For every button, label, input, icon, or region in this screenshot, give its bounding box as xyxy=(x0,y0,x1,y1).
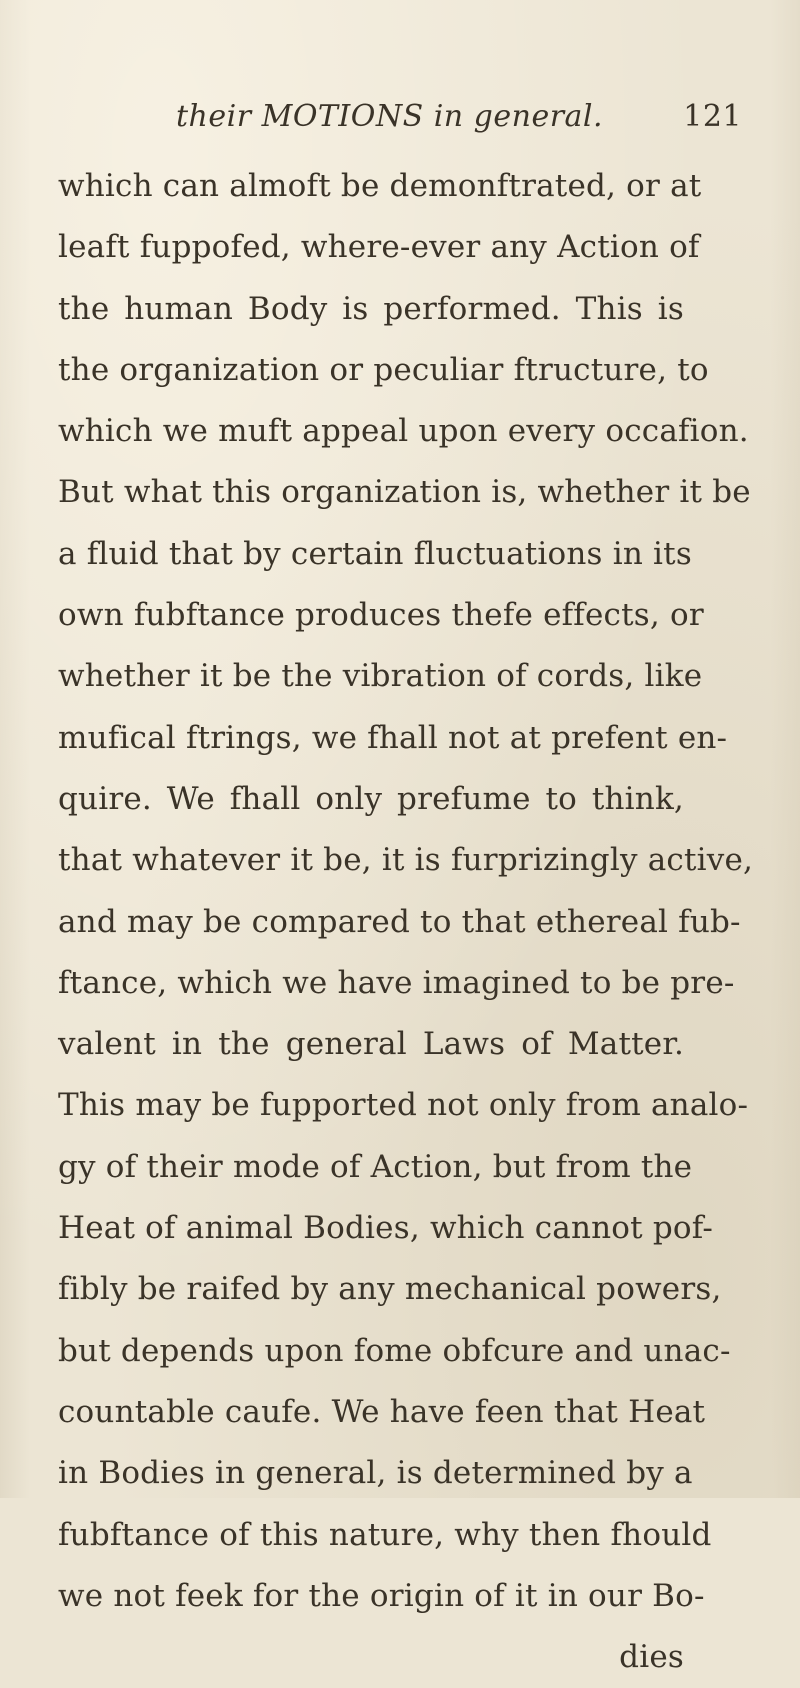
text-line: leaft fuppofed, where-ever any Action of xyxy=(58,229,700,266)
text-line: we not feek for the origin of it in our Bo- xyxy=(58,1577,705,1614)
text-line: own fubftance produces thefe effects, or xyxy=(58,597,704,634)
text-line: and may be compared to that ethereal fub- xyxy=(58,903,741,940)
text-line: the organization or peculiar ftructure, to xyxy=(58,351,709,388)
text-line: gy of their mode of Action, but from the xyxy=(58,1148,693,1185)
page-number: 121 xyxy=(683,99,742,134)
text-line: quire. We fhall only prefume to think, xyxy=(58,780,684,817)
catchword: dies xyxy=(619,1639,684,1676)
text-line: But what this organization is, whether it be xyxy=(58,474,751,511)
page-header xyxy=(176,92,742,142)
text-line: the human Body is performed. This is xyxy=(58,290,684,327)
text-line: fubftance of this nature, why then fhould xyxy=(58,1516,712,1553)
text-line: Heat of animal Bodies, which cannot pof- xyxy=(58,1210,714,1247)
text-line: but depends upon fome obfcure and unac- xyxy=(58,1332,731,1369)
text-line: that whatever it be, it is furprizingly active, xyxy=(58,842,754,879)
text-line: valent in the general Laws of Matter. xyxy=(58,1026,684,1063)
text-line: ftance, which we have imagined to be pre- xyxy=(58,964,735,1001)
body-text xyxy=(58,156,754,1688)
text-line: which can almoft be demonftrated, or at xyxy=(58,168,702,204)
text-line: fibly be raifed by any mechanical powers, xyxy=(58,1271,722,1308)
text-line: in Bodies in general, is determined by a xyxy=(58,1455,693,1492)
running-head: their MOTIONS in general. xyxy=(176,99,604,134)
text-line: countable caufe. We have feen that Heat xyxy=(58,1393,706,1430)
text-line: a fluid that by certain fluctuations in its xyxy=(58,535,692,572)
text-line: whether it be the vibration of cords, like xyxy=(58,658,703,695)
text-line: which we muft appeal upon every occafion. xyxy=(58,413,749,450)
text-line: mufical ftrings, we fhall not at prefent en- xyxy=(58,719,728,756)
text-line: This may be fupported not only from analo- xyxy=(58,1087,749,1124)
